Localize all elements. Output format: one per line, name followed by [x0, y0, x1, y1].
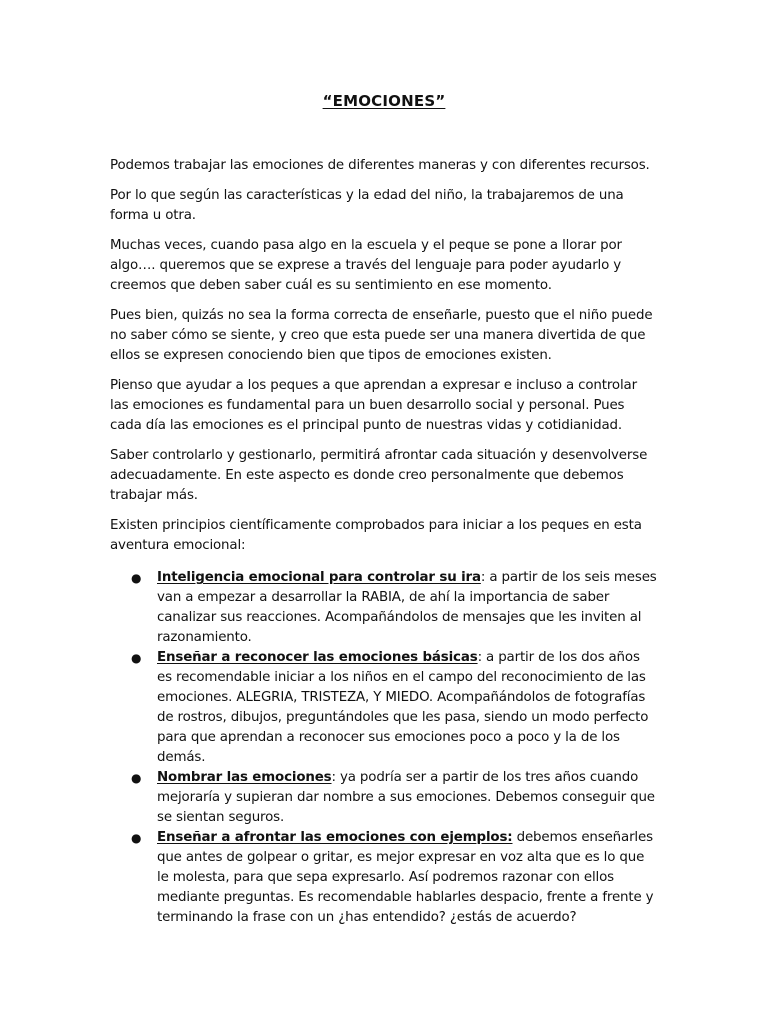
list-item-text: : a partir de los seis meses van a empezar a desarrollar la RABIA, de ahí la importancia de saber canalizar sus reacciones. Acompañándolos de mensajes que les inviten al razonamiento. — [157, 570, 657, 645]
list-item-heading: Inteligencia emocional para controlar su ira — [157, 570, 481, 585]
list-item-text: : ya podría ser a partir de los tres años cuando mejoraría y supieran dar nombre a sus emociones. Debemos conseguir que se sientan seguros. — [157, 770, 655, 825]
list-item-heading: Enseñar a afrontar las emociones con ejemplos: — [157, 830, 513, 845]
page-title: “EMOCIONES” — [322, 92, 446, 110]
paragraph-4: Pues bien, quizás no sea la forma correcta de enseñarle, puesto que el niño puede no saber cómo se siente, y creo que esta puede ser una manera divertida de que ellos se expresen conociendo bien que tipos de emociones existen. — [110, 308, 653, 363]
list-item-text: debemos enseñarles que antes de golpear o gritar, es mejor expresar en voz alta que es lo que le molesta, para que sepa expresarlo. Así podremos razonar con ellos mediante preguntas. Es recomendable hablarles despacio, frente a frente y terminando la frase con un ¿has entendido? ¿estás de acuerdo? — [157, 830, 654, 925]
bullet-icon: ● — [131, 771, 142, 785]
list-item — [110, 568, 658, 648]
list-item — [110, 828, 658, 928]
list-item — [110, 768, 658, 828]
list-item-text: : a partir de los dos años es recomendable iniciar a los niños en el campo del reconocimiento de las emociones. ALEGRIA, TRISTEZA, Y MIEDO. Acompañándolos de fotografías de rostros, dibujos, preguntándoles que les pasa, siendo un modo perfecto para que aprendan a reconocer sus emociones poco a poco y la de los demás. — [157, 650, 649, 765]
list-item-heading: Enseñar a reconocer las emociones básicas — [157, 650, 478, 665]
list-item — [110, 648, 658, 768]
paragraph-7: Existen principios científicamente comprobados para iniciar a los peques en esta aventura emocional: — [110, 518, 642, 553]
bullet-icon: ● — [131, 571, 142, 585]
bullet-list — [110, 568, 658, 928]
document-body — [110, 156, 658, 928]
paragraph-6: Saber controlarlo y gestionarlo, permitirá afrontar cada situación y desenvolverse adecuadamente. En este aspecto es donde creo personalmente que debemos trabajar más. — [110, 448, 648, 503]
paragraph-2: Por lo que según las características y la edad del niño, la trabajaremos de una forma u otra. — [110, 188, 624, 223]
paragraph-3: Muchas veces, cuando pasa algo en la escuela y el peque se pone a llorar por algo…. queremos que se exprese a través del lenguaje para poder ayudarlo y creemos que deben saber cuál es su sentimiento en ese momento. — [110, 238, 622, 293]
list-item-heading: Nombrar las emociones — [157, 770, 332, 785]
bullet-icon: ● — [131, 651, 142, 665]
bullet-icon: ● — [131, 831, 142, 845]
paragraph-5: Pienso que ayudar a los peques a que aprendan a expresar e incluso a controlar las emociones es fundamental para un buen desarrollo social y personal. Pues cada día las emociones es el principal punto de nuestras vidas y cotidianidad. — [110, 378, 637, 433]
paragraph-1: Podemos trabajar las emociones de diferentes maneras y con diferentes recursos. — [110, 158, 650, 173]
